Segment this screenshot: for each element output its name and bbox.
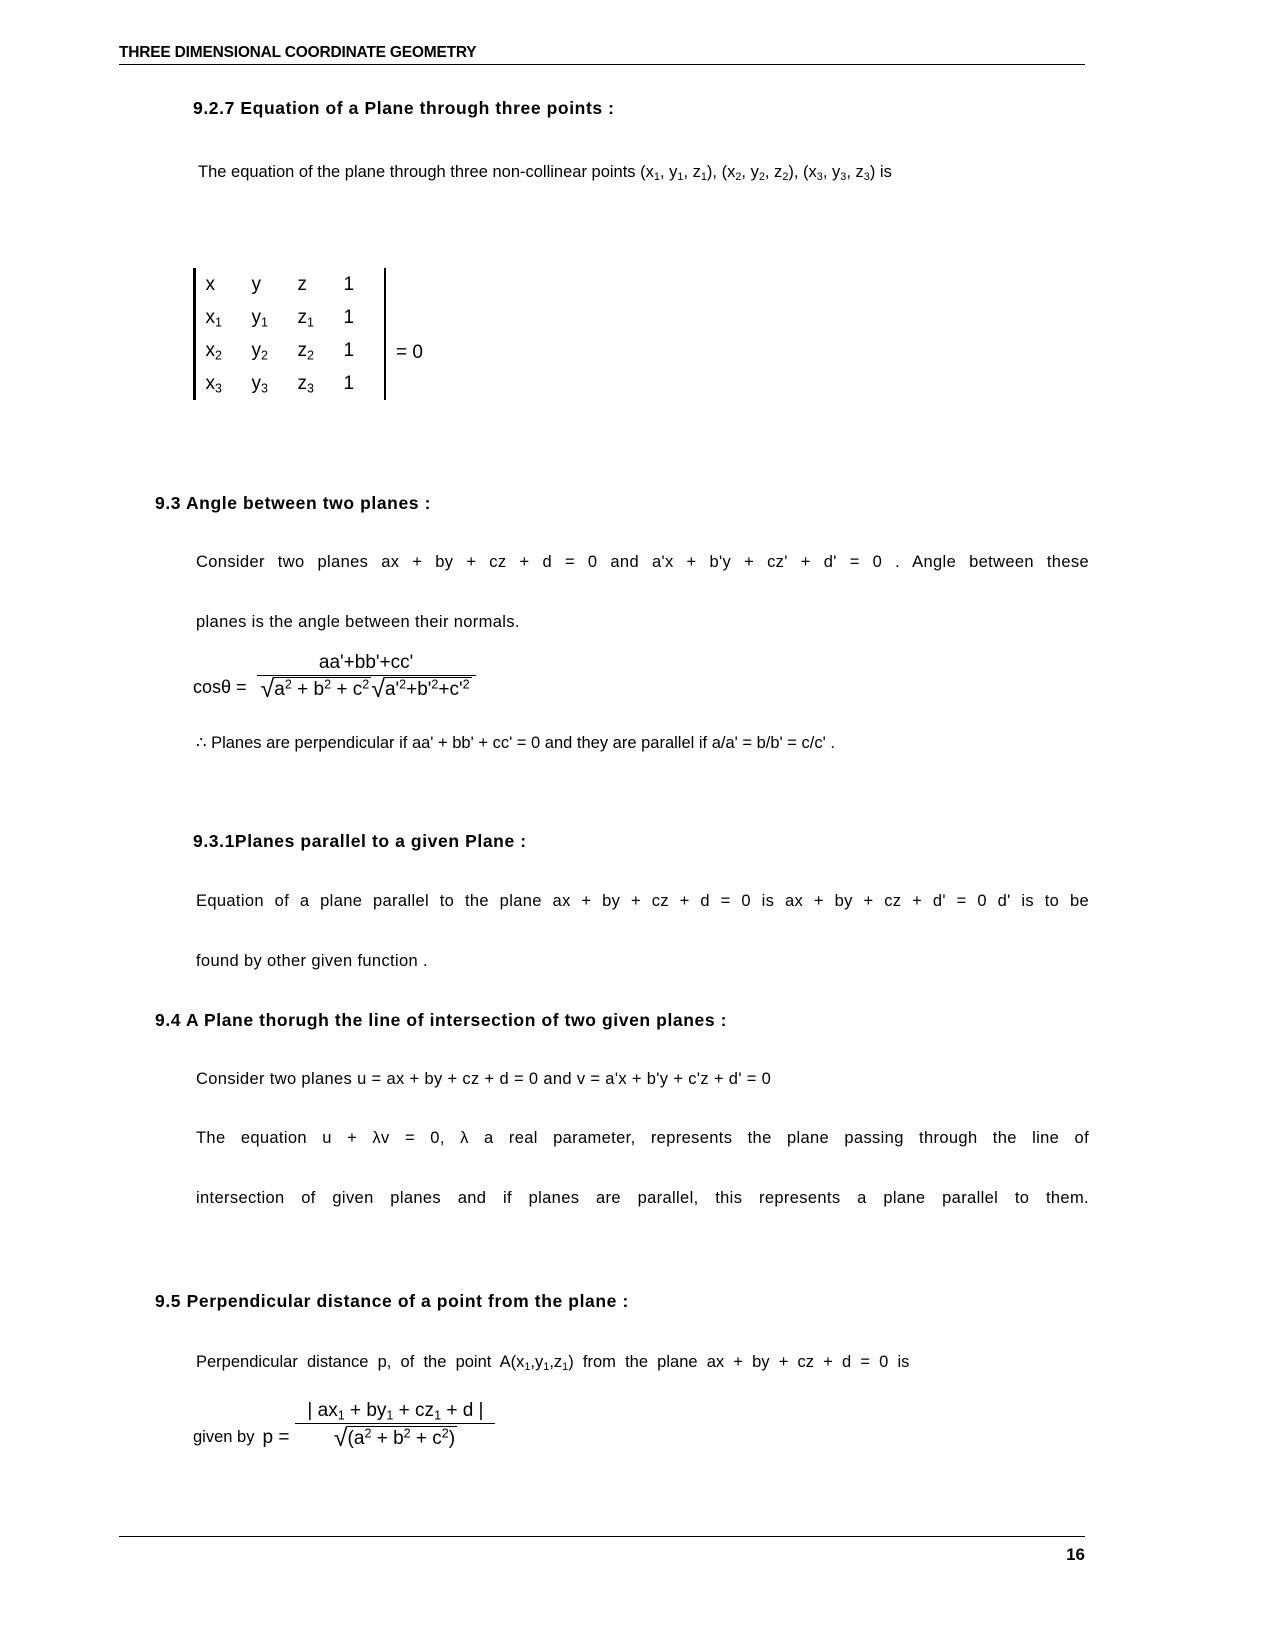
running-header-title: THREE DIMENSIONAL COORDINATE GEOMETRY bbox=[119, 44, 477, 61]
determinant-equation bbox=[193, 268, 423, 400]
cosine-numerator: aa'+bb'+cc' bbox=[318, 652, 414, 673]
p-denominator bbox=[324, 1424, 467, 1451]
det-cell: 1 bbox=[343, 340, 355, 361]
det-cell: $x_1$ bbox=[205, 307, 222, 330]
paragraph-9-5-line1: Perpendicular distance p, of the point $A(x_1,y_1,z_1)$ from the plane ax + by + cz + d = 0 is bbox=[196, 1353, 910, 1373]
det-cell: y bbox=[251, 274, 261, 295]
radical-sign-icon: √ bbox=[371, 675, 385, 703]
radical-p-body: $(a^2 + b^2 + c^2)$ bbox=[347, 1426, 456, 1449]
heading-9-4: 9.4 A Plane thorugh the line of intersection of two given planes : bbox=[155, 1010, 728, 1030]
det-cell: $z_1$ bbox=[297, 307, 314, 330]
det-cell: $y_1$ bbox=[251, 307, 268, 330]
det-cell: $z_2$ bbox=[297, 340, 314, 363]
det-cell: z bbox=[297, 274, 307, 295]
footer-rule bbox=[119, 1536, 1085, 1537]
p-formula-lhs: given by bbox=[193, 1428, 255, 1446]
det-cell: 1 bbox=[343, 307, 355, 328]
det-cell: $y_2$ bbox=[251, 340, 268, 363]
page-number: 16 bbox=[1066, 1545, 1085, 1564]
determinant-right-bar bbox=[384, 268, 387, 400]
det-cell: $x_3$ bbox=[205, 373, 222, 396]
paragraph-9-4-line2: The equation u + λv = 0, λ a real parameter, represents the plane passing through the line of bbox=[196, 1129, 1089, 1147]
p-numerator: | $ax_1 + by_1 + cz_1 + d$ | bbox=[307, 1400, 484, 1423]
det-cell: 1 bbox=[343, 274, 355, 295]
heading-9-5: 9.5 Perpendicular distance of a point from the plane : bbox=[155, 1291, 629, 1311]
header-rule bbox=[119, 64, 1085, 65]
heading-9-3: 9.3 Angle between two planes : bbox=[155, 493, 432, 513]
radical-first-body: $a^2 + b^2 + c^2$ bbox=[274, 677, 370, 700]
det-cell: $z_3$ bbox=[297, 373, 314, 396]
paragraph-9-3-1-line1: Equation of a plane parallel to the plane ax + by + cz + d = 0 is ax + by + cz + d' = 0 d' is to be bbox=[196, 892, 1089, 910]
perpendicular-distance-formula bbox=[193, 1400, 495, 1451]
paragraph-9-3-1-line2: found by other given function . bbox=[196, 952, 428, 970]
radical-sign-icon: √ bbox=[260, 675, 275, 703]
paragraph-9-2-7-intro: The equation of the plane through three non-collinear points ($x_1$, $y_1$, $z_1$), ($x_2$, $y_2$, $z_2$), ($x_3$, $y_3$, $z_3$) is bbox=[198, 163, 892, 183]
radical-second-body: $a'^2+b'^2+c'^2$ bbox=[384, 677, 470, 700]
cosine-fraction bbox=[257, 652, 476, 701]
det-cell: $x_2$ bbox=[205, 340, 222, 363]
radical-sign-icon: √ bbox=[333, 1424, 348, 1452]
heading-9-2-7: 9.2.7 Equation of a Plane through three points : bbox=[193, 98, 615, 118]
paragraph-9-3-line1: Consider two planes ax + by + cz + d = 0 and a'x + b'y + cz' + d' = 0 . Angle between these bbox=[196, 553, 1089, 571]
paragraph-9-4-line3: intersection of given planes and if planes are parallel, this represents a plane parallel to them. bbox=[196, 1189, 1089, 1207]
det-cell: 1 bbox=[343, 373, 355, 394]
p-fraction bbox=[295, 1400, 495, 1451]
cosine-denominator bbox=[257, 676, 476, 701]
cosine-angle-formula bbox=[193, 652, 476, 701]
running-header bbox=[119, 44, 1085, 66]
determinant-grid bbox=[196, 268, 384, 400]
cosine-formula-lhs: cosθ = bbox=[193, 677, 247, 697]
paragraph-9-3-line2: planes is the angle between their normals. bbox=[196, 613, 520, 631]
radical-first bbox=[261, 677, 372, 701]
paragraph-9-3-conclusion: ∴ Planes are perpendicular if aa' + bb' + cc' = 0 and they are parallel if a/a' = b/b' = c/c' . bbox=[196, 734, 835, 752]
heading-9-3-1: 9.3.1Planes parallel to a given Plane : bbox=[193, 831, 527, 851]
det-cell: x bbox=[205, 274, 215, 295]
det-cell: $y_3$ bbox=[251, 373, 268, 396]
radical-p bbox=[334, 1426, 457, 1450]
paragraph-9-4-line1: Consider two planes u = ax + by + cz + d = 0 and v = a'x + b'y + c'z + d' = 0 bbox=[196, 1070, 772, 1088]
determinant-equals-zero: = 0 bbox=[396, 342, 423, 363]
radical-second bbox=[371, 677, 471, 701]
p-formula-equals: p = bbox=[262, 1426, 290, 1448]
